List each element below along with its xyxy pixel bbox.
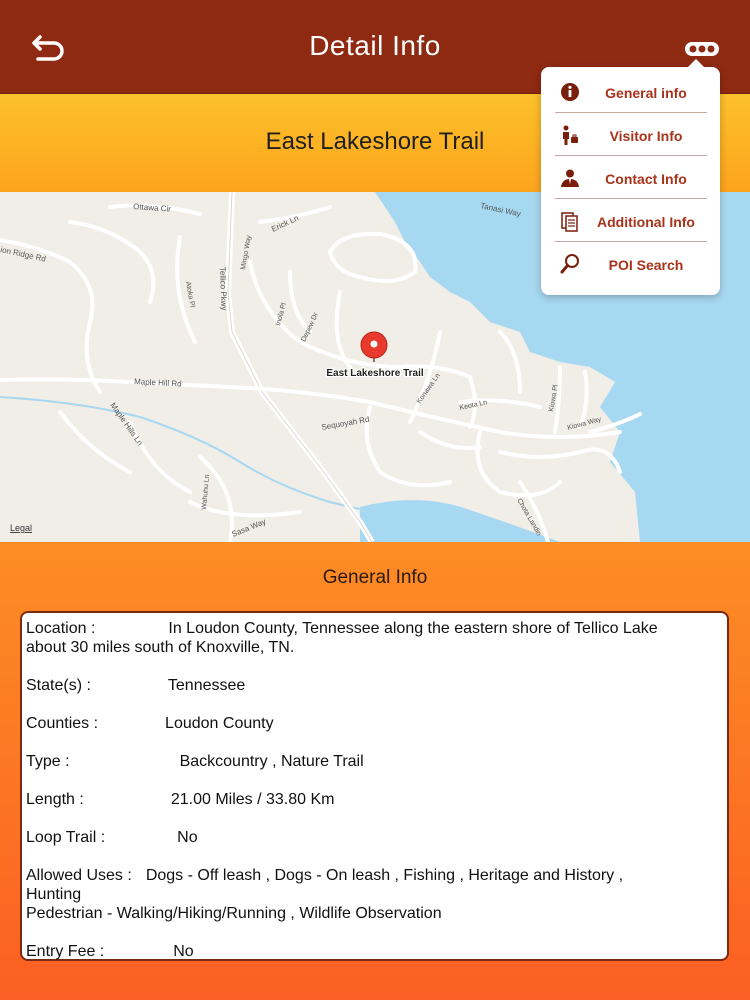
info-value: No [173, 943, 194, 960]
menu-item-contact-info[interactable] [555, 159, 707, 199]
info-row-allowed-uses [26, 866, 719, 923]
pin-label: East Lakeshore Trail [326, 368, 424, 379]
street-label: Sequoyah Rd [320, 414, 371, 432]
visitor-icon [559, 124, 581, 146]
info-row-loop-trail [26, 828, 719, 847]
more-menu-button[interactable] [684, 40, 720, 58]
street-label: Mingo Way [240, 234, 254, 271]
info-label: Length : [26, 791, 84, 808]
general-info-panel [0, 542, 750, 1000]
menu-item-poi-search[interactable] [555, 245, 707, 285]
info-label: Loop Trail : [26, 829, 106, 846]
menu-item-label: POI Search [608, 257, 684, 273]
street-label: Depew Dr [300, 311, 320, 343]
street-label: Sasa Way [230, 516, 268, 539]
info-row-type [26, 752, 719, 771]
info-row-counties [26, 714, 719, 733]
street-label: Keota Ln [458, 399, 488, 412]
info-box [20, 611, 729, 961]
info-value: No [177, 829, 198, 846]
contact-icon [559, 167, 581, 189]
info-value: about 30 miles south of Knoxville, TN. [26, 639, 295, 656]
street-label: Maple Hills Ln [108, 400, 145, 448]
info-label: State(s) : [26, 677, 91, 694]
menu-item-additional-info[interactable] [555, 202, 707, 242]
info-label: Entry Fee : [26, 943, 105, 960]
street-label: Erick Ln [270, 213, 301, 234]
info-row-length [26, 790, 719, 809]
street-label: Tanasi Way [479, 201, 522, 219]
street-label: Maple Hill Rd [133, 377, 182, 389]
menu-item-label: General info [605, 85, 687, 101]
info-value: Hunting [26, 886, 82, 903]
street-label: Inola Pl [275, 302, 288, 327]
info-label: Counties : [26, 715, 99, 732]
search-icon [559, 253, 581, 275]
info-value: In Loudon County, Tennessee along the eastern shore of Tellico Lake [168, 620, 658, 637]
menu-item-visitor-info[interactable] [555, 116, 707, 156]
menu-item-label: Additional Info [597, 214, 695, 230]
info-label: Location : [26, 620, 96, 637]
info-value: Loudon County [165, 715, 274, 732]
trail-map-pin[interactable] [361, 332, 387, 362]
info-value: Pedestrian - Walking/Hiking/Running , Wildlife Observation [26, 905, 442, 922]
street-label: Ottawa Cir [132, 202, 172, 214]
info-value: Tennessee [167, 677, 246, 694]
street-label: Tellico Pkwy [218, 266, 229, 311]
document-icon [559, 210, 581, 232]
section-title: General Info [322, 567, 428, 588]
more-dots-icon [684, 40, 720, 58]
info-value: 21.00 Miles / 33.80 Km [170, 791, 335, 808]
street-label: Kiowa Pl [548, 384, 560, 413]
street-label: Chota Landin [515, 497, 543, 538]
menu-item-label: Visitor Info [609, 128, 683, 144]
info-row-entry-fee [26, 942, 719, 961]
map-legal-link: Legal [10, 523, 33, 533]
street-label: Wahuhu Ln [201, 474, 212, 511]
page-title: Detail Info [309, 30, 441, 61]
info-value: Backcountry , Nature Trail [179, 753, 364, 770]
street-label: Atoka Pl [184, 281, 196, 309]
info-label: Type : [26, 753, 70, 770]
info-label: Allowed Uses : [26, 867, 132, 884]
menu-item-label: Contact Info [605, 171, 687, 187]
street-label: Kiowa Way [566, 416, 603, 432]
info-row-state [26, 676, 719, 695]
street-label: ion Ridge Rd [0, 245, 47, 264]
stream [0, 397, 390, 514]
info-row-location [26, 619, 719, 657]
menu-item-general-info[interactable] [555, 73, 707, 113]
street-label: Konawa Ln [415, 372, 442, 406]
info-value: Dogs - Off leash , Dogs - On leash , Fishing , Heritage and History , [145, 867, 624, 884]
more-options-menu [541, 67, 720, 295]
trail-name: East Lakeshore Trail [265, 128, 485, 155]
info-icon [559, 81, 581, 103]
